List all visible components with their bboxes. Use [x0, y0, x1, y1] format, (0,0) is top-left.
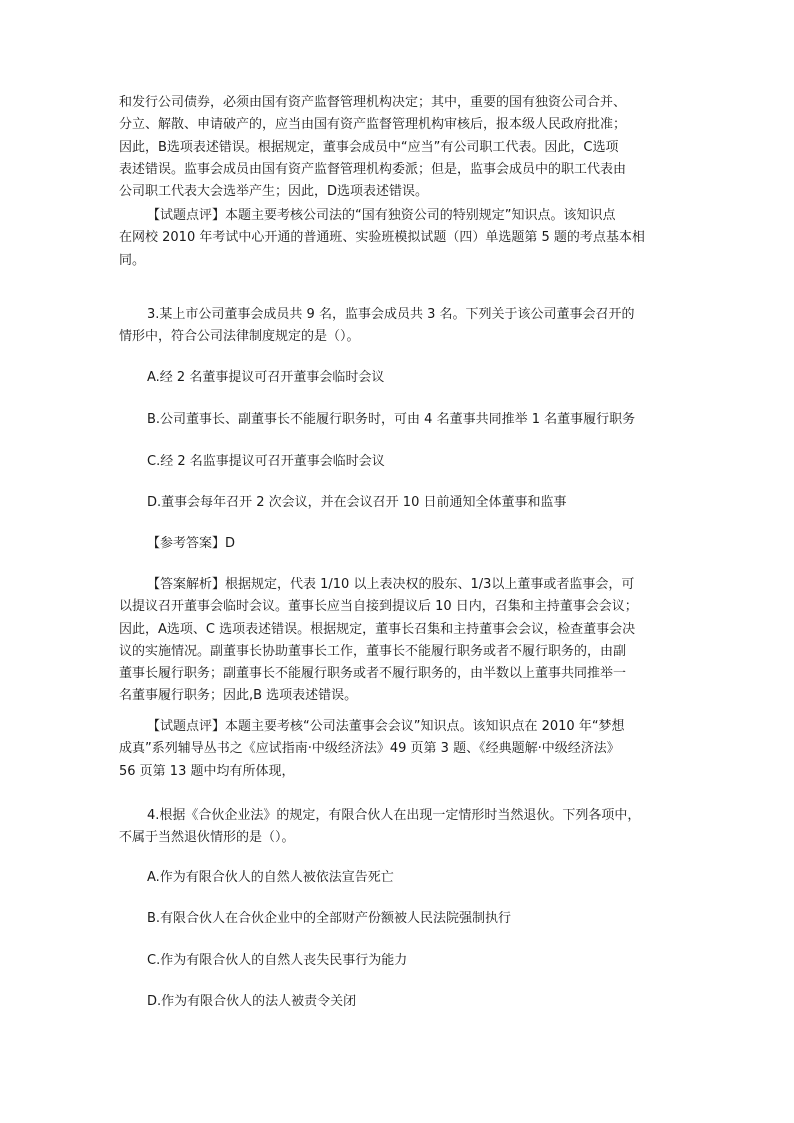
text-line: 表述错误。监事会成员由国有资产监督管理机构委派；但是，监事会成员中的职工代表由	[119, 161, 627, 177]
option-c	[119, 950, 679, 972]
text-line: B.公司董事长、副董事长不能履行职务时，可由 4 名董事共同推举 1 名董事履行职务	[147, 412, 636, 427]
text-line: 56 页第 13 题中均有所体现，	[119, 763, 295, 779]
option-c	[119, 451, 679, 473]
reference-answer	[119, 533, 679, 555]
text-line: 因此，A选项、C 选项表述错误。根据规定，董事长召集和主持董事会会议，检查董事会决	[119, 621, 636, 637]
text-line: 【试题点评】本题主要考核“公司法董事会会议”知识点。该知识点在 2010 年“梦想	[147, 719, 625, 734]
text-line: 和发行公司债券，必须由国有资产监督管理机构决定；其中，重要的国有独资公司合并、	[119, 95, 627, 110]
text-line: 成真”系列辅导丛书之《应试指南·中级经济法》49 页第 3 题、《经典题解·中级经济法》	[119, 741, 620, 757]
option-d	[119, 991, 679, 1013]
text-line: 【参考答案】D	[147, 536, 236, 551]
text-line: 不属于当然退伙情形的是（）。	[119, 830, 295, 846]
analysis-continuation	[119, 92, 679, 203]
text-line: 【试题点评】本题主要考核公司法的“国有独资公司的特别规定”知识点。该知识点	[147, 208, 616, 223]
answer-analysis	[119, 574, 679, 708]
text-line: 在网校 2010 年考试中心开通的普通班、实验班模拟试题（四）单选题第 5 题的考点基本相	[119, 230, 645, 246]
text-line: 因此，B选项表述错误。根据规定，董事会成员中“应当”有公司职工代表。因此，C选项	[119, 139, 619, 155]
question-3	[119, 304, 679, 349]
text-line: 以提议召开董事会临时会议。董事长应当自接到提议后 10 日内，召集和主持董事会会议；	[119, 599, 638, 615]
text-line: C.经 2 名监事提议可召开董事会临时会议	[147, 454, 385, 469]
option-a	[119, 367, 679, 389]
text-line: 名董事履行职务；因此,B 选项表述错误。	[119, 688, 358, 704]
exam-comment-2	[119, 716, 679, 783]
option-d	[119, 492, 679, 514]
text-line: C.作为有限合伙人的自然人丧失民事行为能力	[147, 953, 408, 968]
text-line: D.作为有限合伙人的法人被责令关闭	[147, 994, 357, 1009]
text-line: D.董事会每年召开 2 次会议，并在会议召开 10 日前通知全体董事和监事	[147, 495, 567, 510]
option-b	[119, 409, 679, 431]
text-line: 【答案解析】根据规定，代表 1/10 以上表决权的股东、1/3以上董事或者监事会，可	[147, 577, 635, 592]
text-line: 公司职工代表大会选举产生；因此，D选项表述错误。	[119, 184, 429, 200]
text-line: B.有限合伙人在合伙企业中的全部财产份额被人民法院强制执行	[147, 911, 512, 926]
text-line: 4.根据《合伙企业法》的规定，有限合伙人在出现一定情形时当然退伙。下列各项中，	[147, 808, 641, 823]
text-line: A.作为有限合伙人的自然人被依法宣告死亡	[147, 870, 394, 885]
text-line: 情形中，符合公司法律制度规定的是（）。	[119, 329, 360, 345]
text-line: 议的实施情况。副董事长协助董事长工作，董事长不能履行职务或者不履行职务的，由副	[119, 643, 627, 659]
option-a	[119, 867, 679, 889]
text-line: 分立、解散、申请破产的，应当由国有资产监督管理机构审核后，报本级人民政府批准；	[119, 117, 627, 133]
text-line: 董事长履行职务；副董事长不能履行职务或者不履行职务的，由半数以上董事共同推举一	[119, 666, 627, 682]
option-b	[119, 908, 679, 930]
text-line: 同。	[119, 252, 146, 268]
text-line: A.经 2 名董事提议可召开董事会临时会议	[147, 370, 385, 385]
question-4	[119, 805, 679, 850]
exam-comment	[119, 205, 679, 272]
text-line: 3.某上市公司董事会成员共 9 名，监事会成员共 3 名。下列关于该公司董事会召开的	[147, 307, 635, 322]
